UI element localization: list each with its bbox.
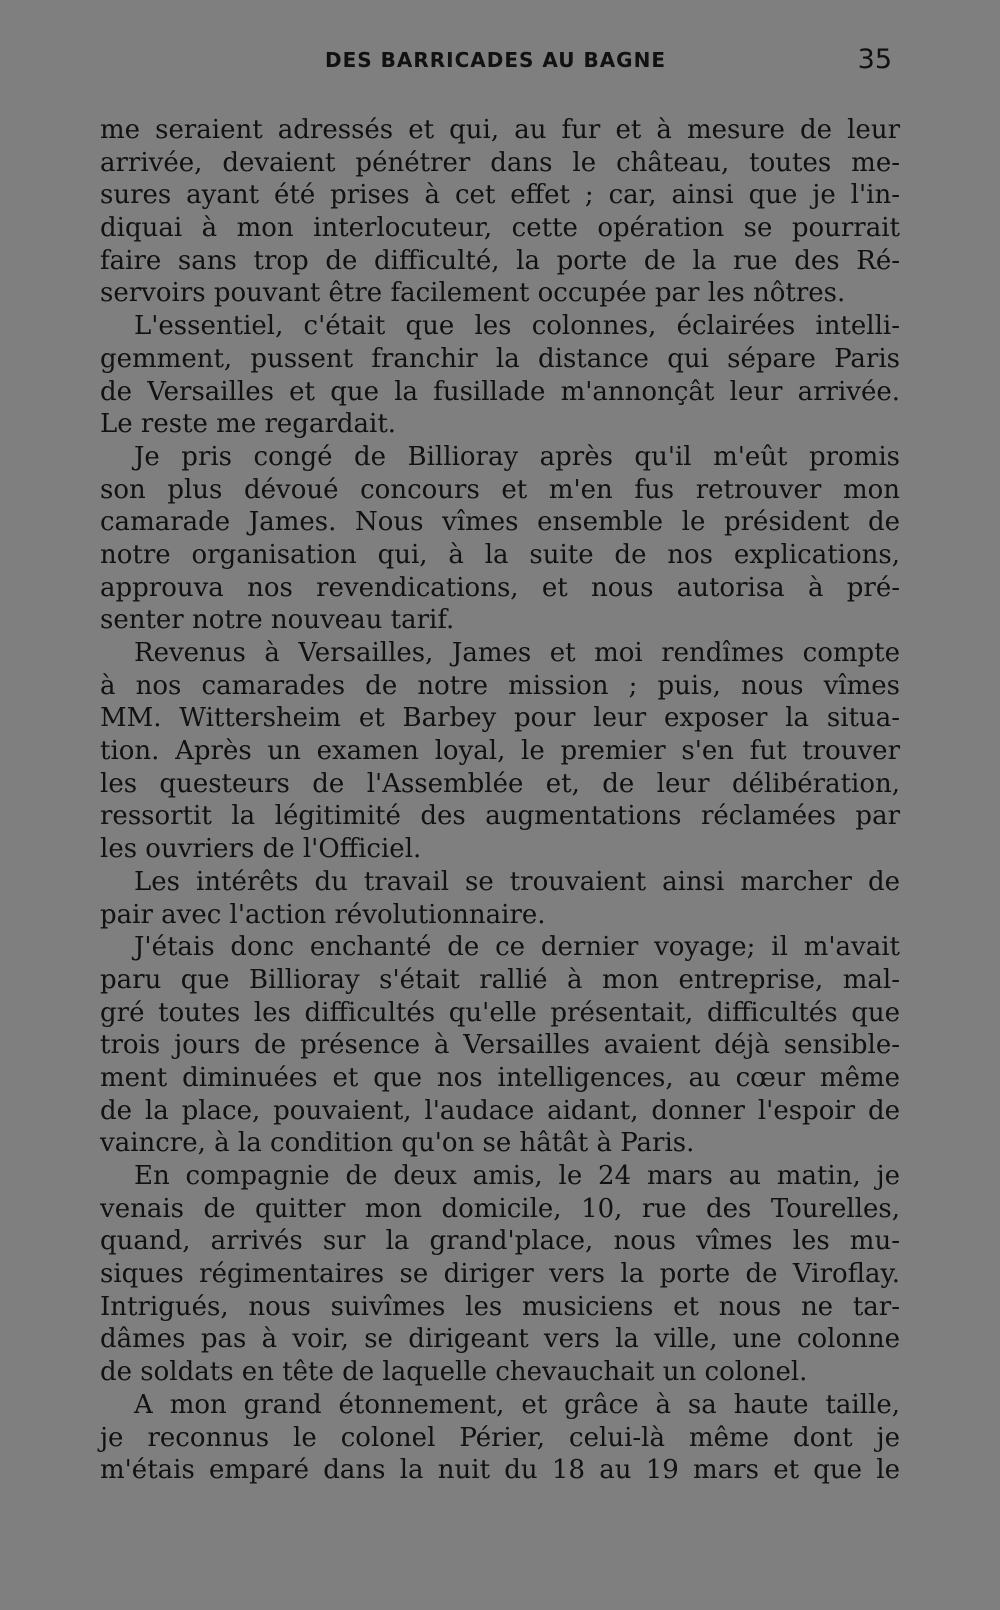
- text-line: faire sans trop de difficulté, la porte de la rue des Ré-: [100, 245, 900, 276]
- text-line: paru que Billioray s'était rallié à mon entreprise, mal-: [100, 964, 900, 995]
- text-line: senter notre nouveau tarif.: [100, 605, 455, 636]
- text-line: gemment, pussent franchir la distance qui sépare Paris: [100, 343, 900, 374]
- text-line: MM. Wittersheim et Barbey pour leur exposer la situa-: [100, 703, 900, 734]
- text-line: diquai à mon interlocuteur, cette opération se pourrait: [100, 213, 900, 244]
- text-line: de Versailles et que la fusillade m'annonçât leur arrivée.: [100, 376, 900, 407]
- text-line: m'étais emparé dans la nuit du 18 au 19 mars et que le: [100, 1455, 900, 1486]
- text-line: Revenus à Versailles, James et moi rendîmes compte: [134, 638, 900, 668]
- text-line: de la place, pouvaient, l'audace aidant, donner l'espoir de: [100, 1095, 900, 1126]
- text-line: gré toutes les difficultés qu'elle présentait, difficultés que: [100, 997, 900, 1028]
- text-line: dâmes pas à voir, se dirigeant vers la ville, une colonne: [100, 1324, 900, 1355]
- text-line: En compagnie de deux amis, le 24 mars au matin, je: [134, 1161, 900, 1191]
- text-line: ment diminuées et que nos intelligences, au cœur même: [100, 1062, 900, 1093]
- text-line: venais de quitter mon domicile, 10, rue des Tourelles,: [100, 1193, 900, 1224]
- text-line: L'essentiel, c'était que les colonnes, éclairées intelli-: [134, 311, 900, 342]
- text-line: quand, arrivés sur la grand'place, nous vîmes les mu-: [100, 1226, 900, 1257]
- text-line: pair avec l'action révolutionnaire.: [100, 899, 546, 930]
- text-line: camarade James. Nous vîmes ensemble le président de: [100, 507, 900, 538]
- text-line: Je pris congé de Billioray après qu'il m'eût promis: [134, 441, 900, 472]
- running-title: DES BARRICADES AU BAGNE: [325, 48, 666, 72]
- text-line: ressortit la légitimité des augmentations réclamées par: [100, 801, 900, 832]
- page-number: 35: [857, 44, 892, 75]
- text-line: Le reste me regardait.: [100, 409, 397, 440]
- text-line: les questeurs de l'Assemblée et, de leur délibération,: [100, 768, 900, 799]
- text-line: A mon grand étonnement, et grâce à sa haute taille,: [134, 1389, 900, 1420]
- text-line: sures ayant été prises à cet effet ; car, ainsi que je l'in-: [100, 180, 900, 211]
- text-line: les ouvriers de l'Officiel.: [100, 834, 422, 865]
- text-line: notre organisation qui, à la suite de nos explications,: [100, 539, 900, 570]
- text-line: arrivée, devaient pénétrer dans le château, toutes me-: [100, 147, 900, 178]
- text-line: me seraient adressés et qui, au fur et à mesure de leur: [100, 115, 900, 145]
- body-text: [100, 114, 900, 1487]
- text-line: servoirs pouvant être facilement occupée par les nôtres.: [100, 278, 846, 309]
- text-line: trois jours de présence à Versailles avaient déjà sensible-: [100, 1030, 900, 1061]
- text-line: tion. Après un examen loyal, le premier s'en fut trouver: [100, 736, 900, 767]
- text-line: son plus dévoué concours et m'en fus retrouver mon: [100, 474, 900, 505]
- text-line: J'étais donc enchanté de ce dernier voyage; il m'avait: [134, 932, 900, 963]
- text-line: à nos camarades de notre mission ; puis, nous vîmes: [100, 670, 900, 701]
- text-line: Les intérêts du travail se trouvaient ainsi marcher de: [134, 866, 900, 897]
- text-line: approuva nos revendications, et nous autorisa à pré-: [100, 572, 900, 603]
- text-line: vaincre, à la condition qu'on se hâtât à Paris.: [100, 1128, 695, 1159]
- text-line: siques régimentaires se diriger vers la porte de Viroflay.: [100, 1259, 900, 1290]
- text-line: je reconnus le colonel Périer, celui-là même dont je: [100, 1422, 900, 1453]
- text-line: de soldats en tête de laquelle chevauchait un colonel.: [100, 1357, 808, 1388]
- text-line: Intrigués, nous suivîmes les musiciens et nous ne tar-: [100, 1291, 900, 1322]
